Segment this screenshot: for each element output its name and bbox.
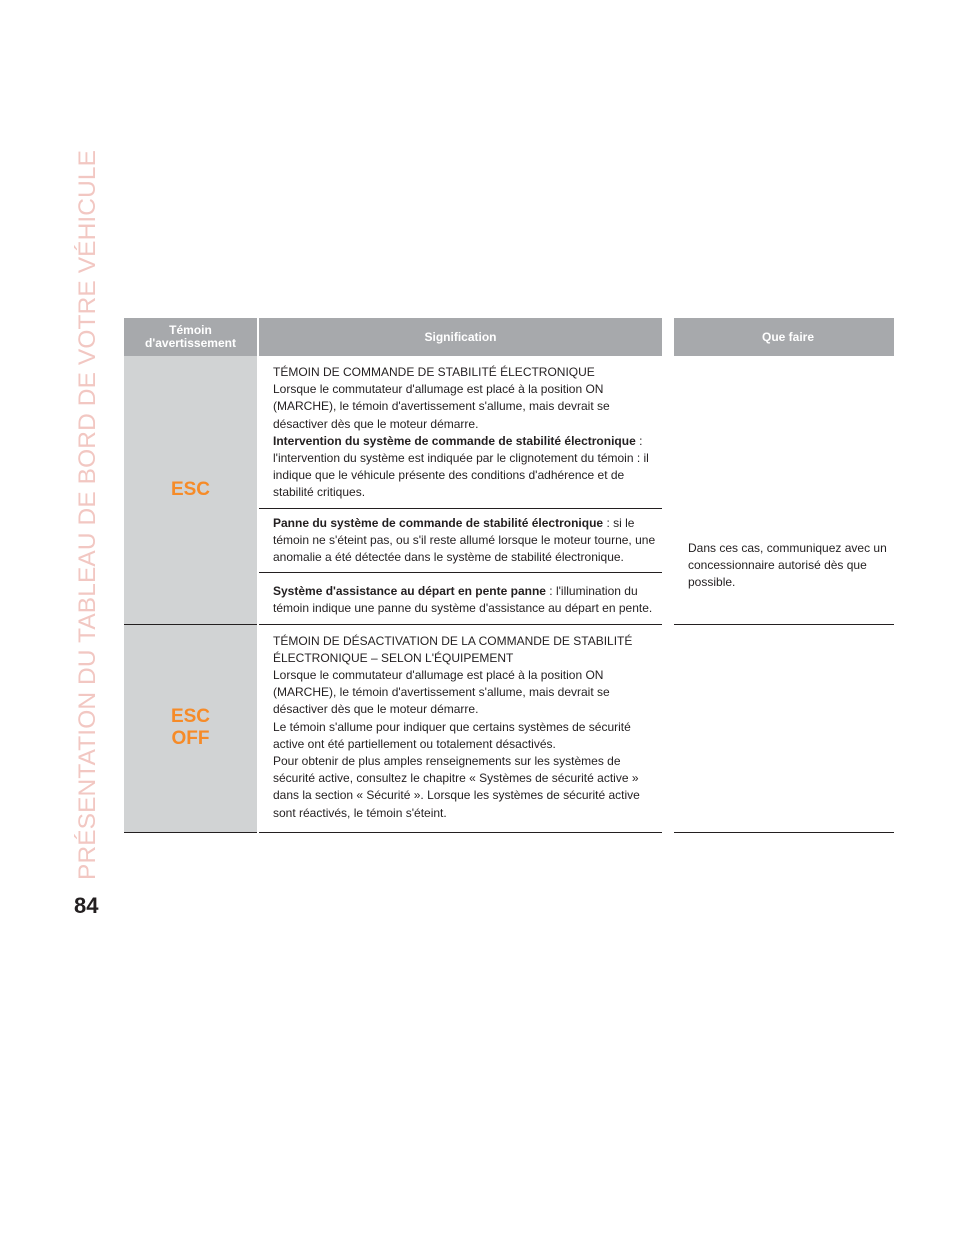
section-side-title: PRÉSENTATION DU TABLEAU DE BORD DE VOTRE VÉHICULE [74,149,101,880]
esc-off-text1: Lorsque le commutateur d'allumage est placé à la position ON (MARCHE), le témoin d'avertissement s'allume, mais devrait se désactiver dès que le moteur démarre. [273,668,610,717]
esc-bold3: Système d'assistance au départ en pente panne [273,584,546,599]
esc-text1: Lorsque le commutateur d'allumage est placé à la position ON (MARCHE), le témoin d'avertissement s'allume, mais devrait se désactiver dès que le moteur démarre. [273,382,610,431]
esc-action-empty [668,356,894,508]
esc-off-text3: Pour obtenir de plus amples renseignements sur les systèmes de sécurité active, consultez le chapitre « Systèmes de sécurité active » dans la section « Sécurité ». Lorsque les systèmes de sécurité active sont réactivés, le témoin s'éteint. [273,754,640,820]
header-indicator [124,318,258,356]
table-header-row [124,318,894,356]
page-number: 84 [74,893,99,918]
esc-off-icon-cell [124,624,258,832]
esc-hill-cell [258,573,668,624]
esc-icon-cell [124,356,258,624]
esc-bold1: Intervention du système de commande de stabilité électronique [273,433,636,448]
warning-lights-table [124,318,894,833]
esc-text2: : l'intervention du système est indiquée par le clignotement du témoin : il indique que le véhicule présente des conditions d'adhérence et de stabilité critiques. [273,433,649,500]
esc-fault-cell [258,508,668,573]
esc-off-text2: Le témoin s'allume pour indiquer que certains systèmes de sécurité active ont été partiellement ou totalement désactivés. [273,719,631,751]
table-row-esc-1 [124,356,894,508]
esc-text3: : si le témoin ne s'éteint pas, ou s'il reste allumé lorsque le moteur tourne, une anomalie a été détectée dans le système de stabilité électronique. [273,515,656,565]
esc-off-icon-line1: ESC [170,706,211,728]
esc-action-text: Dans ces cas, communiquez avec un concessionnaire autorisé dès que possible. [688,541,887,590]
esc-title: TÉMOIN DE COMMANDE DE STABILITÉ ÉLECTRONIQUE [273,365,595,379]
esc-off-action-cell [668,624,894,832]
header-meaning: Signification [258,318,668,356]
esc-off-title: TÉMOIN DE DÉSACTIVATION DE LA COMMANDE DE STABILITÉ ÉLECTRONIQUE – SELON L'ÉQUIPEMENT [273,633,633,665]
esc-hill [273,583,658,617]
header-action: Que faire [668,318,894,356]
esc-bold2: Panne du système de commande de stabilité électronique [273,515,604,530]
esc-meaning-cell [258,356,668,508]
esc-intervention [273,433,658,502]
header-indicator-label: Témoin d'avertissement [145,323,236,350]
esc-warning-icon: ESC [170,478,211,500]
esc-off-warning-icon [171,706,210,750]
esc-fault [273,515,658,567]
esc-action-cell [668,508,894,624]
esc-off-icon-line2: OFF [171,728,210,750]
esc-off-meaning-cell [258,624,668,832]
table-row-esc-off [124,624,894,832]
esc-text4: : l'illumination du témoin indique une panne du système d'assistance au départ en pente. [273,584,653,616]
